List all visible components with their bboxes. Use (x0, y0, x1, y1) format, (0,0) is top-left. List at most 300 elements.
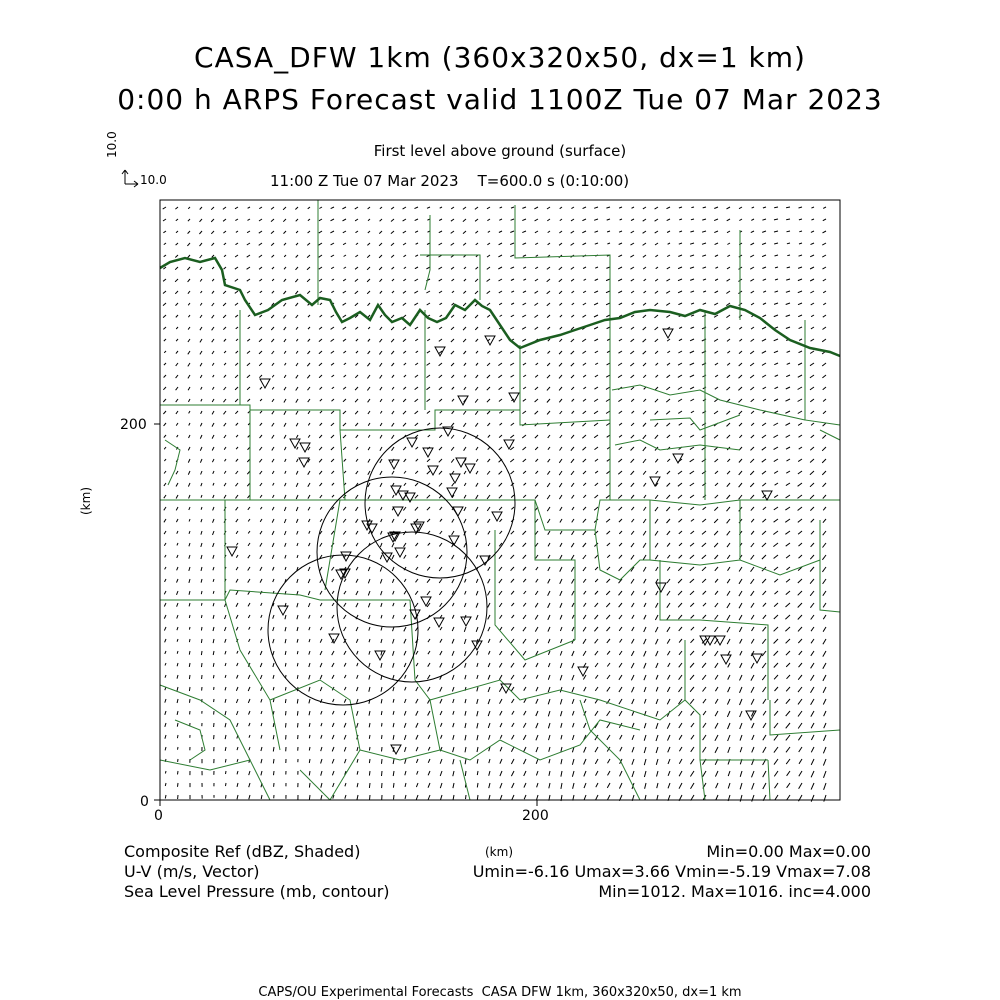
wind-vector (416, 795, 418, 800)
wind-vector (285, 543, 286, 547)
wind-vector (416, 699, 418, 703)
wind-vector (690, 399, 694, 401)
wind-vector (523, 291, 526, 293)
wind-vector (248, 327, 250, 329)
wind-vector (369, 663, 370, 667)
wind-vector (403, 315, 406, 318)
wind-vector (594, 219, 598, 220)
wind-vector (536, 747, 538, 752)
wind-vector (739, 627, 742, 632)
wind-vector (343, 231, 346, 233)
wind-vector (452, 663, 454, 668)
wind-vector (785, 519, 790, 522)
wind-vector (535, 483, 538, 486)
wind-vector (285, 363, 287, 365)
wind-vector (714, 519, 718, 523)
wind-vector (368, 219, 370, 221)
wind-vector (477, 759, 478, 764)
wind-vector (464, 639, 466, 644)
wind-vector (632, 723, 634, 727)
wind-vector (714, 339, 718, 341)
wind-vector (393, 627, 395, 631)
wind-vector (416, 759, 418, 763)
wind-vector (319, 231, 322, 233)
wind-vector (523, 375, 526, 377)
wind-vector (381, 663, 382, 668)
wind-vector (297, 459, 299, 462)
wind-vector (499, 675, 502, 680)
wind-vector (656, 639, 659, 644)
wind-vector (823, 303, 826, 305)
wind-vector (595, 495, 599, 498)
wind-vector (164, 543, 166, 546)
wind-vector (475, 387, 478, 390)
wind-vector (356, 603, 358, 607)
wind-vector (740, 783, 742, 789)
wind-vector (583, 495, 586, 498)
wind-vector (762, 459, 766, 462)
wind-vector (583, 375, 586, 377)
wind-vector (606, 399, 610, 402)
wind-vector (319, 267, 322, 269)
wind-vector (606, 315, 610, 317)
wind-vector (547, 363, 550, 366)
wind-vector (702, 555, 706, 559)
wind-vector (416, 687, 418, 691)
wind-vector (523, 351, 527, 353)
wind-vector (523, 567, 526, 571)
wind-vector (476, 603, 478, 608)
wind-vector (452, 639, 454, 644)
wind-vector (678, 279, 682, 281)
wind-vector (799, 747, 802, 752)
wind-vector (667, 723, 670, 729)
wind-vector (382, 771, 383, 776)
x-axis-label: (km) (485, 845, 514, 859)
wind-vector (679, 207, 682, 208)
wind-vector (405, 783, 406, 787)
wind-vector (774, 435, 779, 438)
wind-vector (213, 531, 215, 535)
wind-vector (714, 543, 718, 547)
wind-vector (549, 735, 551, 740)
wind-vector (487, 315, 490, 317)
wind-vector (500, 735, 502, 739)
wind-vector (511, 771, 514, 776)
wind-vector (368, 351, 370, 354)
wind-vector (775, 267, 778, 268)
wind-vector (751, 543, 754, 547)
wind-vector (786, 699, 790, 704)
wind-vector (595, 483, 598, 486)
wind-vector (308, 327, 310, 329)
wind-vector (259, 339, 262, 342)
wind-vector (381, 699, 382, 703)
wind-vector (297, 639, 298, 643)
wind-vector (668, 783, 670, 788)
wind-vector (786, 447, 790, 449)
wind-vector (236, 231, 238, 232)
wind-vector (451, 447, 454, 451)
wind-vector (297, 555, 298, 558)
station-marker (434, 618, 444, 627)
wind-vector (787, 267, 790, 268)
wind-vector (822, 471, 826, 475)
wind-vector (247, 363, 250, 366)
wind-vector (488, 675, 490, 680)
wind-vector (535, 447, 538, 450)
wind-vector (213, 507, 214, 510)
station-marker (663, 329, 673, 338)
wind-vector (511, 747, 514, 752)
wind-vector (463, 327, 466, 330)
wind-vector (272, 435, 274, 439)
wind-vector (393, 651, 395, 656)
wind-vector (176, 423, 178, 426)
wind-vector (523, 627, 526, 631)
wind-vector (381, 591, 382, 595)
wind-vector (403, 219, 406, 221)
wind-vector (643, 471, 646, 475)
footer: CAPS/OU Experimental Forecasts CASA DFW 1km, 360x320x50, dx=1 km (258, 985, 742, 1000)
wind-vector (702, 627, 706, 631)
wind-vector (632, 735, 634, 740)
wind-vector (715, 699, 718, 704)
wind-vector (393, 603, 394, 606)
wind-vector (798, 411, 802, 414)
wind-vector (594, 339, 598, 341)
wind-vector (523, 603, 526, 606)
wind-vector (691, 519, 694, 521)
wind-vector (428, 711, 430, 716)
wind-vector (177, 603, 178, 607)
wind-vector (380, 447, 382, 451)
wind-vector (236, 579, 238, 583)
wind-vector (822, 375, 826, 378)
wind-vector (309, 639, 310, 642)
wind-vector (476, 627, 478, 632)
wind-vector (297, 711, 298, 716)
wind-vector (715, 387, 718, 389)
wind-vector (559, 339, 562, 342)
wind-vector (644, 627, 646, 632)
wind-vector (775, 387, 779, 389)
wind-vector (369, 771, 370, 776)
wind-vector (357, 711, 359, 716)
wind-vector (284, 447, 286, 450)
wind-vector (751, 615, 754, 619)
wind-vector (727, 555, 730, 559)
wind-vector (690, 699, 694, 704)
wind-vector (655, 543, 658, 547)
wind-vector (535, 603, 538, 607)
wind-vector (200, 303, 202, 306)
wind-vector (165, 579, 167, 582)
wind-vector (236, 507, 238, 510)
station-marker (389, 460, 399, 469)
wind-vector (369, 687, 370, 692)
wind-vector (678, 591, 682, 595)
wind-vector (307, 363, 310, 366)
wind-vector (595, 231, 599, 232)
wind-vector (380, 543, 382, 547)
wind-vector (740, 747, 742, 752)
wind-vector (321, 615, 323, 618)
wind-vector (237, 747, 238, 750)
wind-vector (510, 351, 514, 353)
wind-vector (595, 471, 598, 473)
wind-vector (595, 687, 598, 691)
wind-vector (272, 375, 274, 377)
wind-vector (535, 495, 538, 499)
wind-vector (498, 363, 502, 366)
wind-vector (319, 327, 322, 329)
wind-vector (404, 555, 406, 559)
wind-vector (308, 567, 310, 571)
wind-vector (583, 507, 586, 510)
wind-vector (415, 327, 418, 329)
wind-vector (247, 231, 250, 233)
wind-vector (465, 747, 466, 752)
station-marker (299, 458, 309, 467)
wind-vector (740, 723, 742, 729)
wind-vector (560, 615, 562, 619)
wind-vector (631, 327, 634, 329)
wind-vector (464, 483, 466, 486)
wind-vector (655, 219, 658, 221)
wind-vector (440, 795, 442, 800)
wind-vector (811, 339, 815, 341)
wind-vector (584, 795, 586, 800)
wind-vector (644, 699, 646, 704)
wind-vector (643, 303, 646, 305)
wind-vector (403, 507, 406, 511)
wind-vector (702, 243, 706, 244)
wind-vector (428, 663, 430, 667)
wind-vector (261, 747, 262, 751)
wind-vector (225, 735, 226, 739)
wind-vector (631, 507, 634, 510)
wind-vector (785, 531, 790, 534)
wind-vector (811, 207, 814, 208)
wind-vector (619, 447, 622, 450)
wind-vector (297, 651, 298, 654)
time-info: 11:00 Z Tue 07 Mar 2023 T=600.0 s (0:10:00) (270, 172, 630, 190)
wind-vector (260, 651, 262, 655)
wind-vector (678, 375, 682, 377)
wind-vector (823, 399, 826, 402)
wind-vector (572, 603, 574, 607)
wind-vector (189, 675, 190, 679)
wind-vector (465, 663, 466, 668)
station-marker (492, 512, 502, 521)
wind-vector (190, 699, 191, 703)
wind-vector (667, 579, 670, 583)
wind-vector (500, 627, 502, 630)
wind-vector (165, 711, 166, 715)
wind-vector (691, 627, 694, 630)
wind-vector (273, 567, 275, 571)
wind-vector (714, 231, 718, 233)
wind-vector (645, 783, 646, 789)
wind-vector (320, 315, 323, 317)
wind-vector (248, 675, 250, 679)
wind-vector (631, 315, 634, 317)
title-line-1: CASA_DFW 1km (360x320x50, dx=1 km) (194, 41, 806, 74)
wind-vector (798, 267, 802, 268)
wind-vector (296, 483, 298, 487)
wind-vector (477, 675, 478, 679)
wind-vector (381, 651, 382, 655)
wind-vector (703, 735, 706, 740)
wind-vector (477, 663, 478, 667)
wind-vector (188, 291, 190, 294)
wind-vector (332, 735, 334, 739)
wind-vector (571, 363, 574, 366)
wind-vector (774, 207, 778, 208)
wind-vector (225, 699, 226, 703)
wind-vector (774, 363, 778, 365)
wind-vector (440, 627, 442, 630)
wind-vector (187, 267, 190, 270)
wind-vector (678, 387, 682, 390)
wind-vector (165, 663, 166, 666)
wind-vector (465, 579, 467, 582)
wind-vector (583, 447, 587, 450)
wind-vector (702, 663, 706, 668)
wind-vector (380, 363, 383, 367)
wind-vector (703, 771, 706, 777)
wind-vector (285, 687, 286, 691)
wind-vector (763, 723, 766, 728)
wind-vector (357, 651, 358, 654)
wind-vector (643, 543, 646, 548)
wind-vector (584, 783, 586, 788)
wind-vector (702, 219, 706, 220)
wind-vector (380, 459, 382, 463)
wind-vector (259, 231, 262, 233)
wind-vector (393, 771, 394, 776)
wind-vector (475, 291, 478, 294)
wind-vector (380, 423, 382, 426)
wind-vector (619, 435, 622, 437)
wind-vector (573, 723, 575, 727)
wind-vector (535, 327, 538, 330)
wind-vector (487, 387, 490, 390)
wind-vector (559, 243, 562, 245)
wind-vector (726, 291, 730, 294)
wind-vector (236, 243, 239, 245)
wind-vector (164, 339, 166, 341)
wind-vector (271, 327, 274, 330)
wind-vector (331, 267, 334, 269)
wind-vector (369, 783, 370, 788)
wind-vector (321, 723, 322, 726)
wind-vector (798, 735, 802, 740)
wind-vector (261, 711, 262, 714)
wind-vector (177, 675, 178, 679)
wind-vector (453, 711, 454, 715)
wind-vector (320, 543, 322, 547)
wind-vector (547, 303, 550, 306)
wind-vector (584, 771, 586, 776)
wind-vector (320, 591, 322, 595)
wind-vector (751, 435, 754, 438)
wind-vector (261, 735, 262, 739)
wind-vector (464, 627, 466, 632)
wind-vector (259, 363, 262, 366)
wind-vector (320, 651, 322, 655)
wind-vector (345, 759, 347, 763)
wind-vector (451, 375, 454, 378)
wind-vector (225, 627, 227, 631)
wind-vector (380, 387, 382, 390)
wind-vector (163, 291, 166, 294)
wind-vector (272, 387, 274, 389)
wind-vector (607, 471, 611, 474)
wind-vector (763, 591, 767, 595)
wind-vector (249, 735, 250, 738)
wind-vector (440, 723, 442, 727)
wind-vector (466, 795, 467, 799)
wind-vector (393, 663, 394, 668)
wind-vector (798, 471, 802, 474)
wind-vector (356, 447, 358, 449)
wind-vector (164, 363, 166, 365)
wind-vector (763, 771, 766, 777)
wind-vector (439, 291, 442, 293)
wind-vector (811, 315, 814, 317)
wind-vector (380, 279, 383, 282)
wind-vector (189, 531, 190, 534)
wind-vector (607, 663, 610, 667)
wind-vector (452, 519, 454, 523)
wind-vector (510, 231, 514, 233)
wind-vector (344, 723, 346, 727)
wind-vector (500, 711, 502, 715)
wind-vector (465, 759, 466, 764)
wind-vector (188, 375, 190, 378)
wind-vector (560, 435, 562, 438)
wind-vector (331, 363, 334, 365)
wind-vector (607, 567, 610, 570)
wind-vector (260, 483, 262, 486)
wind-vector (248, 555, 250, 558)
wind-vector (548, 663, 550, 667)
wind-vector (607, 783, 610, 788)
wind-vector (225, 663, 226, 666)
wind-vector (428, 651, 430, 654)
station-marker (414, 522, 424, 531)
wind-vector (392, 519, 394, 523)
wind-vector (632, 747, 634, 752)
wind-vector (213, 375, 214, 377)
wind-vector (607, 735, 610, 740)
wind-vector (559, 267, 562, 270)
wind-vector (823, 651, 826, 657)
wind-vector (811, 531, 814, 534)
wind-vector (440, 531, 442, 534)
wind-vector (475, 411, 478, 415)
wind-vector (285, 483, 287, 486)
wind-vector (272, 447, 274, 451)
wind-vector (727, 459, 730, 462)
wind-vector (823, 543, 827, 548)
wind-vector (559, 459, 562, 463)
wind-vector (295, 207, 298, 210)
wind-vector (368, 459, 370, 463)
wind-vector (476, 471, 478, 474)
